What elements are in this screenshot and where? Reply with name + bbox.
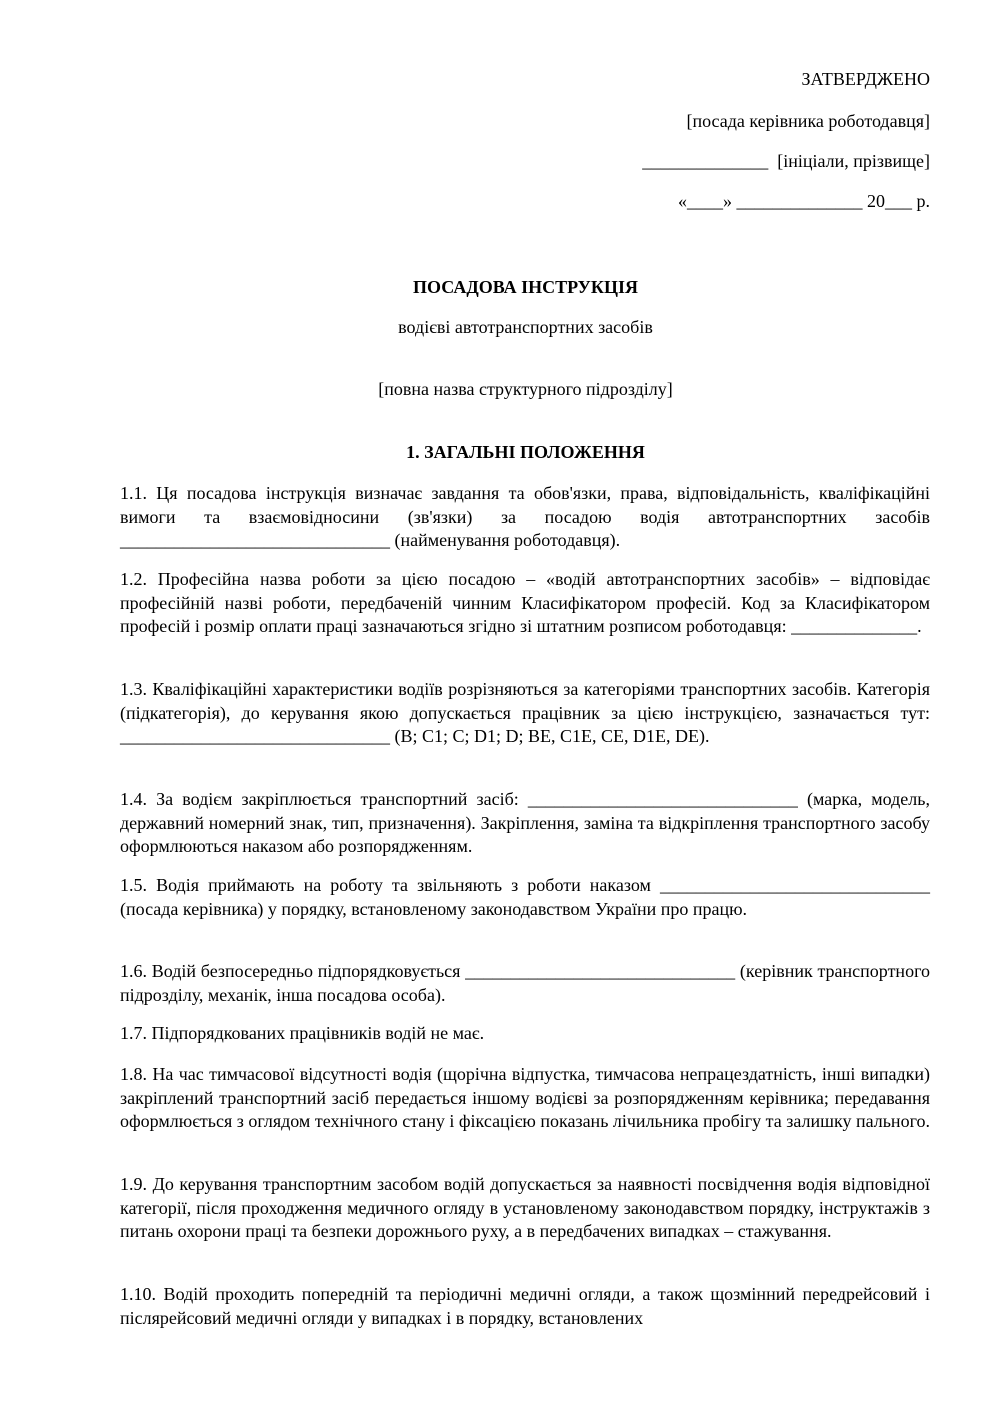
paragraph-1-4: 1.4. За водієм закріплюється транспортний засіб: ______________________________ (марка, модель, державний номерний знак, тип, призначення). Закріплення, заміна та відкріплення транспортного засобу оформлюються наказом або розпорядженням. [120,789,930,856]
paragraph-1-6: 1.6. Водій безпосередньо підпорядковується ______________________________ (керівник транспортного підрозділу, механік, інша посадова особа). [120,961,930,1005]
approver-signature: ______________ [ініціали, прізвище] [642,151,930,171]
approval-stamp: ЗАТВЕРДЖЕНО [801,69,930,89]
document-title: ПОСАДОВА ІНСТРУКЦІЯ [413,277,638,297]
approval-date: «____» ______________ 20___ р. [678,191,930,211]
structural-unit: [повна назва структурного підрозділу] [378,379,673,399]
paragraph-1-1: 1.1. Ця посадова інструкція визначає завдання та обов'язки, права, відповідальність, кваліфікаційні вимоги та взаємовідносини (зв'язки) за посадою водія автотранспортних засобів ______________________________ (найменування роботодавця). [120,483,930,550]
paragraph-1-5: 1.5. Водія приймають на роботу та звільняють з роботи наказом ______________________________ (посада керівника) у порядку, встановленому законодавством України про працю. [120,875,930,919]
paragraph-1-10: 1.10. Водій проходить попередній та періодичні медичні огляди, а також щозмінний передрейсовий і післярейсовий медичні огляди у випадках і в порядку, встановлених [120,1284,930,1328]
document-subtitle: водієві автотранспортних засобів [398,317,653,337]
approver-position: [посада керівника роботодавця] [686,111,930,131]
paragraph-1-8: 1.8. На час тимчасової відсутності водія (щорічна відпустка, тимчасова непрацездатність, інші випадки) закріплений транспортний засіб передається іншому водієві за розпорядженням керівника; передавання оформлюється з оглядом технічного стану і фіксацією показань лічильника пробігу та залишку пального. [120,1064,930,1131]
paragraph-1-7: 1.7. Підпорядкованих працівників водій не має. [120,1023,485,1043]
paragraph-1-9: 1.9. До керування транспортним засобом водій допускається за наявності посвідчення водія відповідної категорії, після проходження медичного огляду в установленому законодавством порядку, інструктажів з питань охорони праці та безпеки дорожнього руху, а в передбачених випадках – стажування. [120,1174,930,1241]
paragraph-1-2: 1.2. Професійна назва роботи за цією посадою – «водій автотранспортних засобів» – відповідає професійній назві роботи, передбаченій чинним Класифікатором професій. Код за Класифікатором професій і розмір оплати праці зазначаються згідно зі штатним розписом роботодавця: ______________. [120,569,930,636]
section-heading: 1. ЗАГАЛЬНІ ПОЛОЖЕННЯ [406,442,645,462]
paragraph-1-3: 1.3. Кваліфікаційні характеристики водіїв розрізняються за категоріями транспортних засобів. Категорія (підкатегорія), до керування якою допускається працівник за цією інструкцією, зазначається тут: ______________________________ (B; C1; C; D1; D; BE, C1E, CE, D1E, DE). [120,679,930,746]
